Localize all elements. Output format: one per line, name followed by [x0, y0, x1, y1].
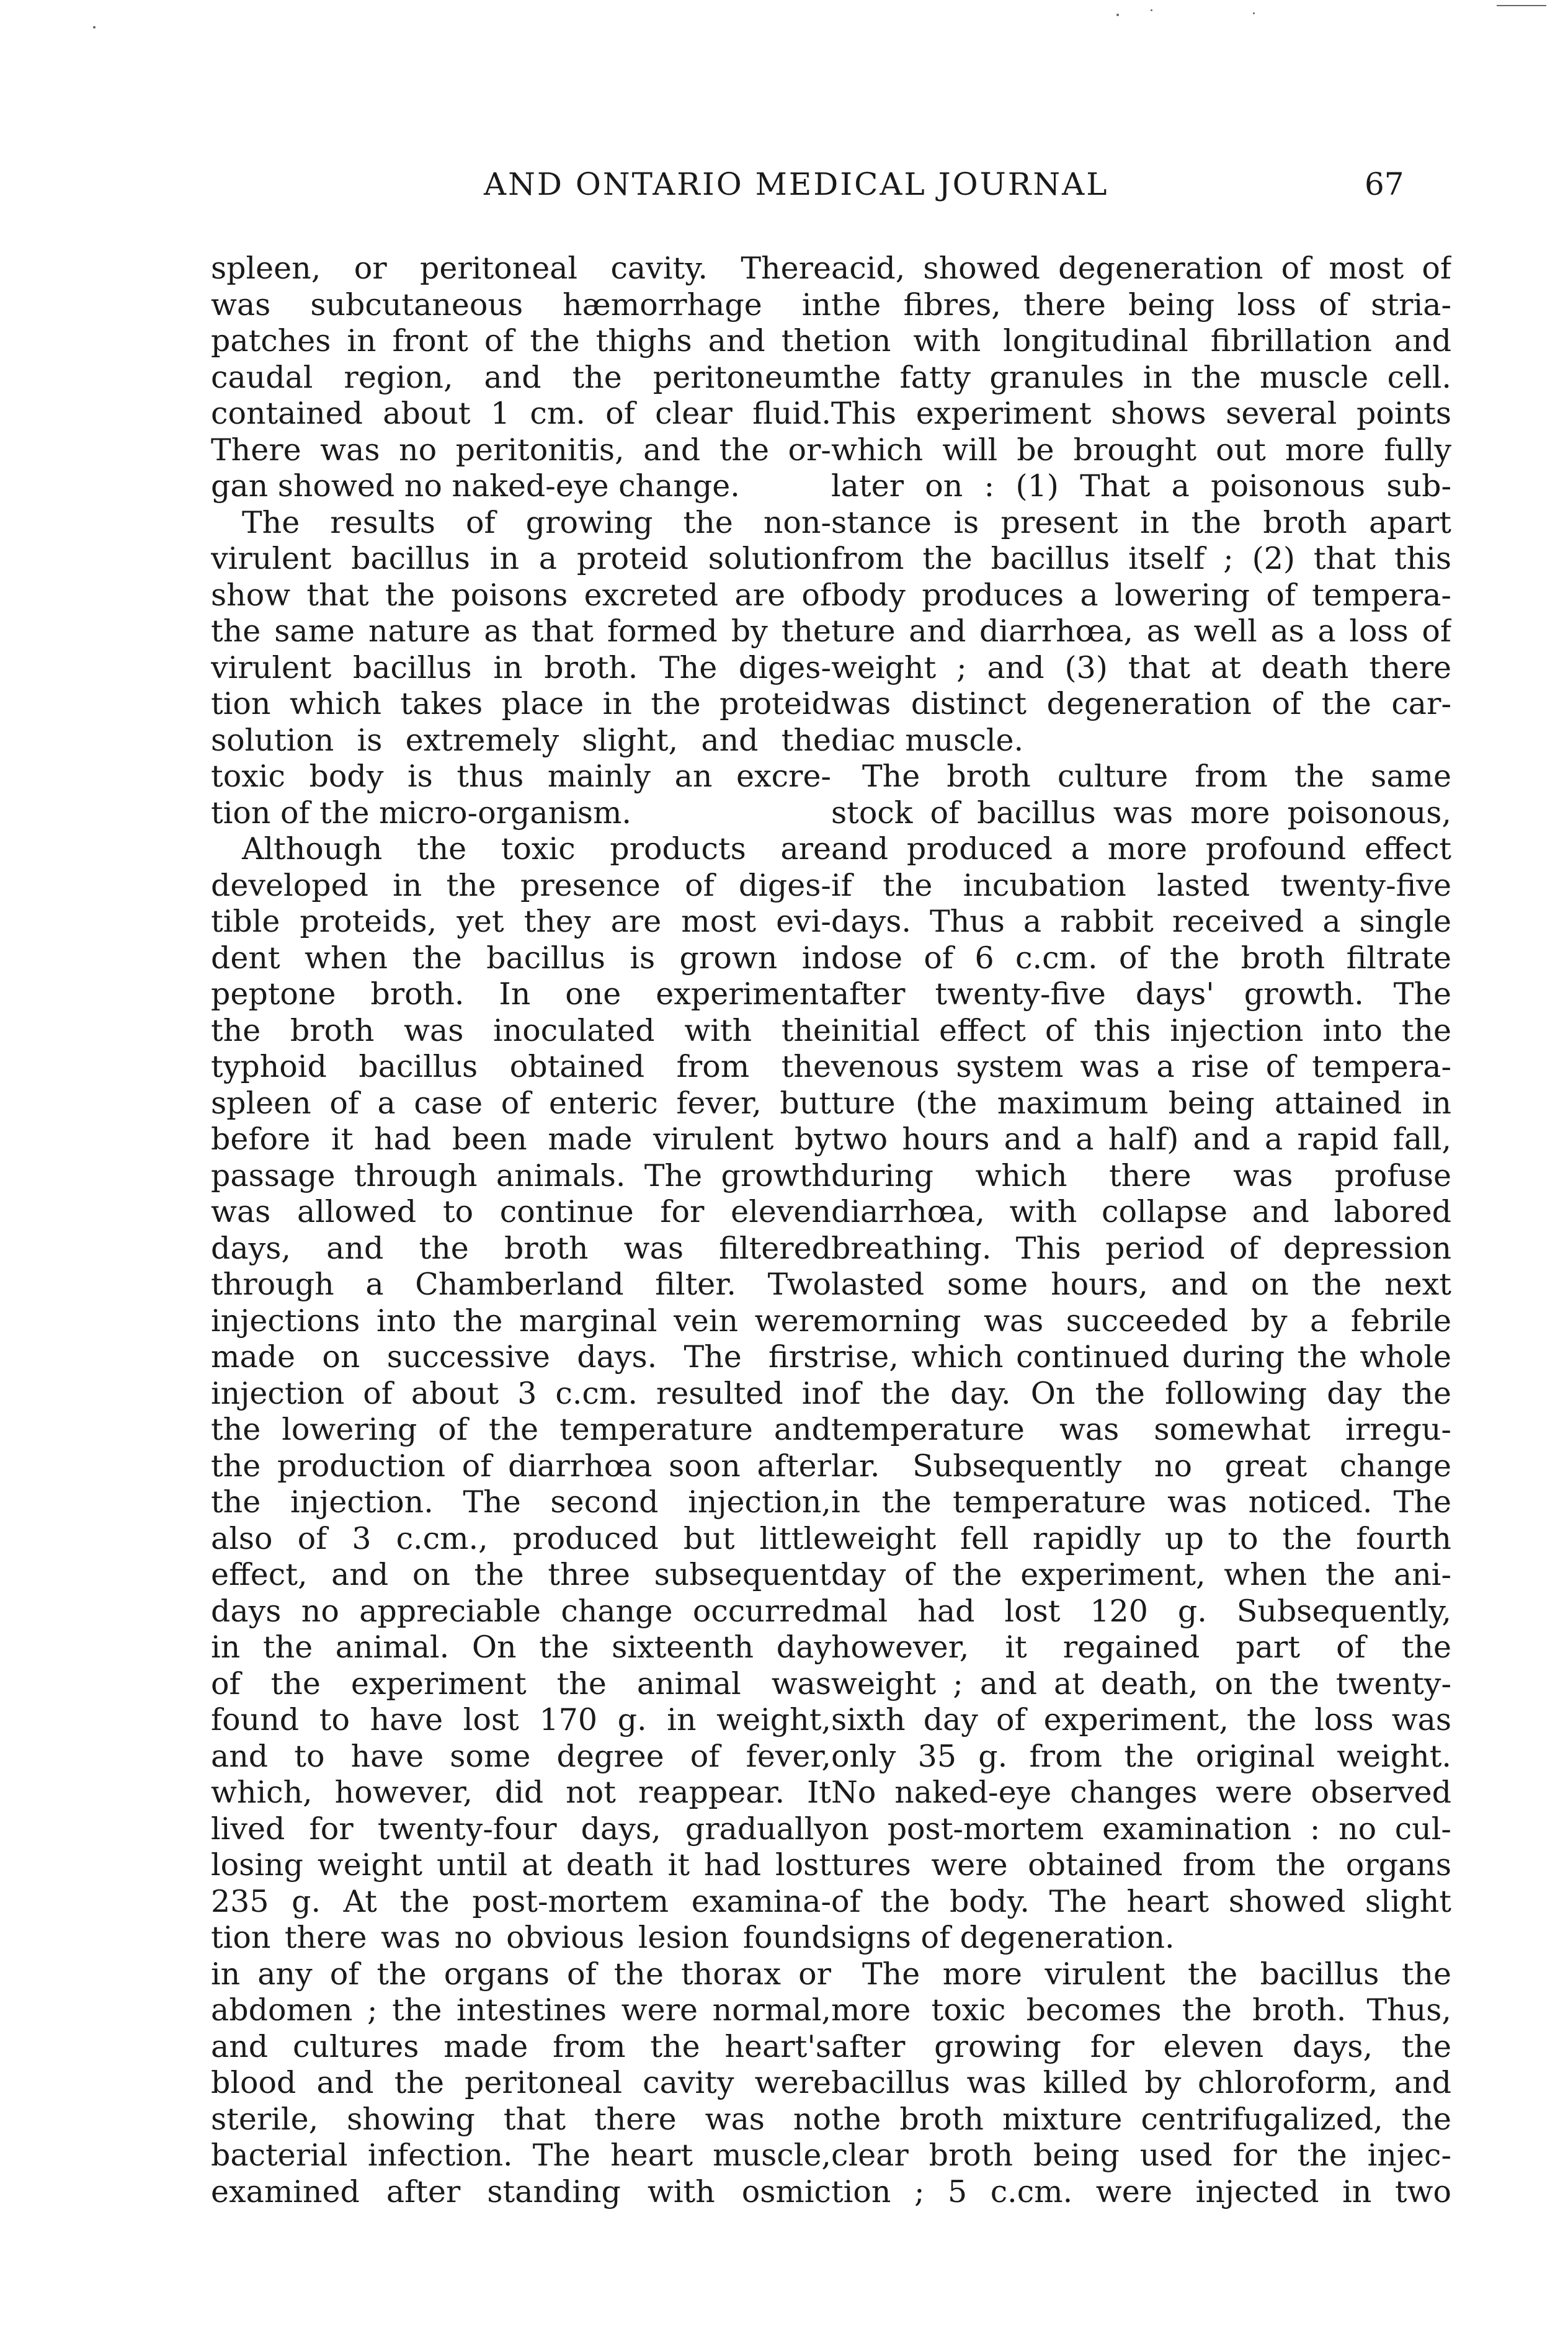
text-line: venous system was a rise of tempera-: [831, 1049, 1451, 1084]
text-line: tion of the micro-organism.: [211, 795, 632, 831]
text-line: 235 g. At the post-mortem examina-: [211, 1883, 831, 1919]
text-line: the injection. The second injection,: [211, 1484, 831, 1520]
text-line: typhoid bacillus obtained from the: [211, 1049, 831, 1084]
text-line: tures were obtained from the organs: [831, 1847, 1451, 1883]
text-line: was allowed to continue for eleven: [211, 1194, 831, 1229]
text-line: ture (the maximum being attained in: [831, 1085, 1451, 1121]
right-column: [831, 251, 1451, 2273]
text-line: Although the toxic products are: [242, 831, 831, 867]
text-line: morning was succeeded by a febrile: [831, 1303, 1451, 1339]
text-line: also of 3 c.cm., produced but little: [211, 1520, 831, 1556]
text-line: the fibres, there being loss of stria-: [831, 287, 1451, 323]
text-line: effect, and on the three subsequent: [211, 1557, 831, 1592]
text-line: days no appreciable change occurred: [211, 1593, 831, 1629]
text-line: lar. Subsequently no great change: [831, 1448, 1451, 1484]
text-line: The results of growing the non-: [242, 504, 831, 540]
text-line: weight ; and at death, on the twenty-: [831, 1666, 1451, 1701]
text-line: and produced a more profound effect: [831, 831, 1451, 867]
text-line: tion with longitudinal fibrillation and: [831, 323, 1451, 359]
text-line: only 35 g. from the original weight.: [831, 1738, 1451, 1774]
text-line: through a Chamberland filter. Two: [211, 1267, 831, 1302]
text-line: ture and diarrhœa, as well as a loss of: [831, 613, 1451, 649]
text-line: tible proteids, yet they are most evi-: [211, 904, 831, 939]
page-number: 67: [1365, 166, 1404, 202]
text-line: days, and the broth was filtered: [211, 1230, 831, 1266]
text-line: solution is extremely slight, and the: [211, 722, 831, 758]
text-line: bacterial infection. The heart muscle,: [211, 2138, 831, 2173]
text-line: spleen, or peritoneal cavity. There: [211, 251, 831, 286]
text-line: of the experiment the animal was: [211, 1666, 831, 1701]
text-line: blood and the peritoneal cavity were: [211, 2065, 831, 2100]
text-line: the fatty granules in the muscle cell.: [831, 359, 1451, 395]
text-line: of the day. On the following day the: [831, 1375, 1451, 1411]
text-line: made on successive days. The first: [211, 1339, 831, 1375]
text-line: if the incubation lasted twenty-five: [831, 867, 1451, 903]
text-line: the same nature as that formed by the: [211, 613, 831, 649]
text-line: on post-mortem examination : no cul-: [831, 1811, 1451, 1847]
text-line: found to have lost 170 g. in weight,: [211, 1702, 831, 1737]
print-speck: [1253, 12, 1255, 14]
text-line: sterile, showing that there was no: [211, 2101, 831, 2137]
text-line: rise, which continued during the whole: [831, 1339, 1451, 1375]
text-line: after growing for eleven days, the: [831, 2028, 1451, 2064]
text-line: from the bacillus itself ; (2) that this: [831, 541, 1451, 576]
text-line: temperature was somewhat irregu-: [831, 1412, 1451, 1447]
text-line: diarrhœa, with collapse and labored: [831, 1194, 1451, 1229]
text-line: of the body. The heart showed slight: [831, 1883, 1451, 1919]
print-speck: [1497, 5, 1546, 6]
text-line: initial effect of this injection into the: [831, 1012, 1451, 1048]
text-line: lasted some hours, and on the next: [831, 1267, 1451, 1302]
text-line: and cultures made from the heart's: [211, 2028, 831, 2064]
print-speck: [1116, 14, 1119, 16]
text-line: passage through animals. The growth: [211, 1157, 831, 1193]
text-line: and to have some degree of fever,: [211, 1738, 831, 1774]
text-line: during which there was profuse: [831, 1157, 1451, 1193]
text-line: body produces a lowering of tempera-: [831, 577, 1451, 613]
text-line: however, it regained part of the: [831, 1630, 1451, 1665]
text-line: dent when the bacillus is grown in: [211, 940, 831, 976]
text-line: the broth was inoculated with the: [211, 1012, 831, 1048]
text-line: injections into the marginal vein were: [211, 1303, 831, 1339]
print-speck: [1151, 9, 1152, 11]
text-line: gan showed no naked-eye change.: [211, 468, 740, 504]
text-line: tion which takes place in the proteid: [211, 686, 831, 721]
text-line: signs of degeneration.: [831, 1920, 1175, 1955]
text-line: day of the experiment, when the ani-: [831, 1557, 1451, 1592]
text-line: This experiment shows several points: [831, 396, 1451, 431]
text-line: caudal region, and the peritoneum: [211, 359, 831, 395]
text-line: diac muscle.: [831, 722, 1024, 758]
text-line: peptone broth. In one experiment: [211, 976, 831, 1012]
text-line: was distinct degeneration of the car-: [831, 686, 1451, 721]
text-line: virulent bacillus in broth. The diges-: [211, 649, 831, 685]
text-line: in the animal. On the sixteenth day: [211, 1630, 831, 1665]
text-line: clear broth being used for the injec-: [831, 2138, 1451, 2173]
text-line: before it had been made virulent by: [211, 1122, 831, 1157]
text-line: dose of 6 c.cm. of the broth filtrate: [831, 940, 1451, 976]
text-line: weight ; and (3) that at death there: [831, 649, 1451, 685]
print-speck: [93, 26, 96, 29]
text-line: weight fell rapidly up to the fourth: [831, 1520, 1451, 1556]
text-line: two hours and a half) and a rapid fall,: [831, 1122, 1451, 1157]
left-column: [211, 251, 831, 2273]
text-line: losing weight until at death it had lost: [211, 1847, 831, 1883]
text-line: days. Thus a rabbit received a single: [831, 904, 1451, 939]
text-line: abdomen ; the intestines were normal,: [211, 1992, 831, 2028]
text-line: There was no peritonitis, and the or-: [211, 432, 831, 468]
text-line: stance is present in the broth apart: [831, 504, 1451, 540]
text-line: The more virulent the bacillus the: [862, 1956, 1451, 1992]
text-line: bacillus was killed by chloroform, and: [831, 2065, 1451, 2100]
text-line: patches in front of the thighs and the: [211, 323, 831, 359]
text-line: acid, showed degeneration of most of: [831, 251, 1451, 286]
text-line: which will be brought out more fully: [831, 432, 1451, 468]
text-line: the lowering of the temperature and: [211, 1412, 831, 1447]
text-line: mal had lost 120 g. Subsequently,: [831, 1593, 1451, 1629]
text-line: injection of about 3 c.cm. resulted in: [211, 1375, 831, 1411]
text-line: No naked-eye changes were observed: [831, 1775, 1451, 1810]
text-line: The broth culture from the same: [862, 759, 1451, 794]
text-line: toxic body is thus mainly an excre-: [211, 759, 831, 794]
text-line: sixth day of experiment, the loss was: [831, 1702, 1451, 1737]
text-line: spleen of a case of enteric fever, but: [211, 1085, 831, 1121]
text-line: stock of bacillus was more poisonous,: [831, 795, 1451, 831]
text-line: tion ; 5 c.cm. were injected in two: [831, 2174, 1451, 2210]
text-line: virulent bacillus in a proteid solution: [211, 541, 831, 576]
text-line: examined after standing with osmic: [211, 2174, 831, 2210]
text-line: developed in the presence of diges-: [211, 867, 831, 903]
text-line: which, however, did not reappear. It: [211, 1775, 831, 1810]
text-line: after twenty-five days' growth. The: [831, 976, 1451, 1012]
text-line: contained about 1 cm. of clear fluid.: [211, 396, 831, 431]
text-line: in any of the organs of the thorax or: [211, 1956, 831, 1992]
text-line: was subcutaneous hæmorrhage in: [211, 287, 831, 323]
running-header: AND ONTARIO MEDICAL JOURNAL: [484, 166, 1109, 202]
text-line: later on : (1) That a poisonous sub-: [831, 468, 1451, 504]
text-line: the production of diarrhœa soon after: [211, 1448, 831, 1484]
text-line: more toxic becomes the broth. Thus,: [831, 1992, 1451, 2028]
text-line: lived for twenty-four days, gradually: [211, 1811, 831, 1847]
text-line: show that the poisons excreted are of: [211, 577, 831, 613]
text-line: breathing. This period of depression: [831, 1230, 1451, 1266]
text-line: in the temperature was noticed. The: [831, 1484, 1451, 1520]
text-line: tion there was no obvious lesion found: [211, 1920, 831, 1955]
text-line: the broth mixture centrifugalized, the: [831, 2101, 1451, 2137]
